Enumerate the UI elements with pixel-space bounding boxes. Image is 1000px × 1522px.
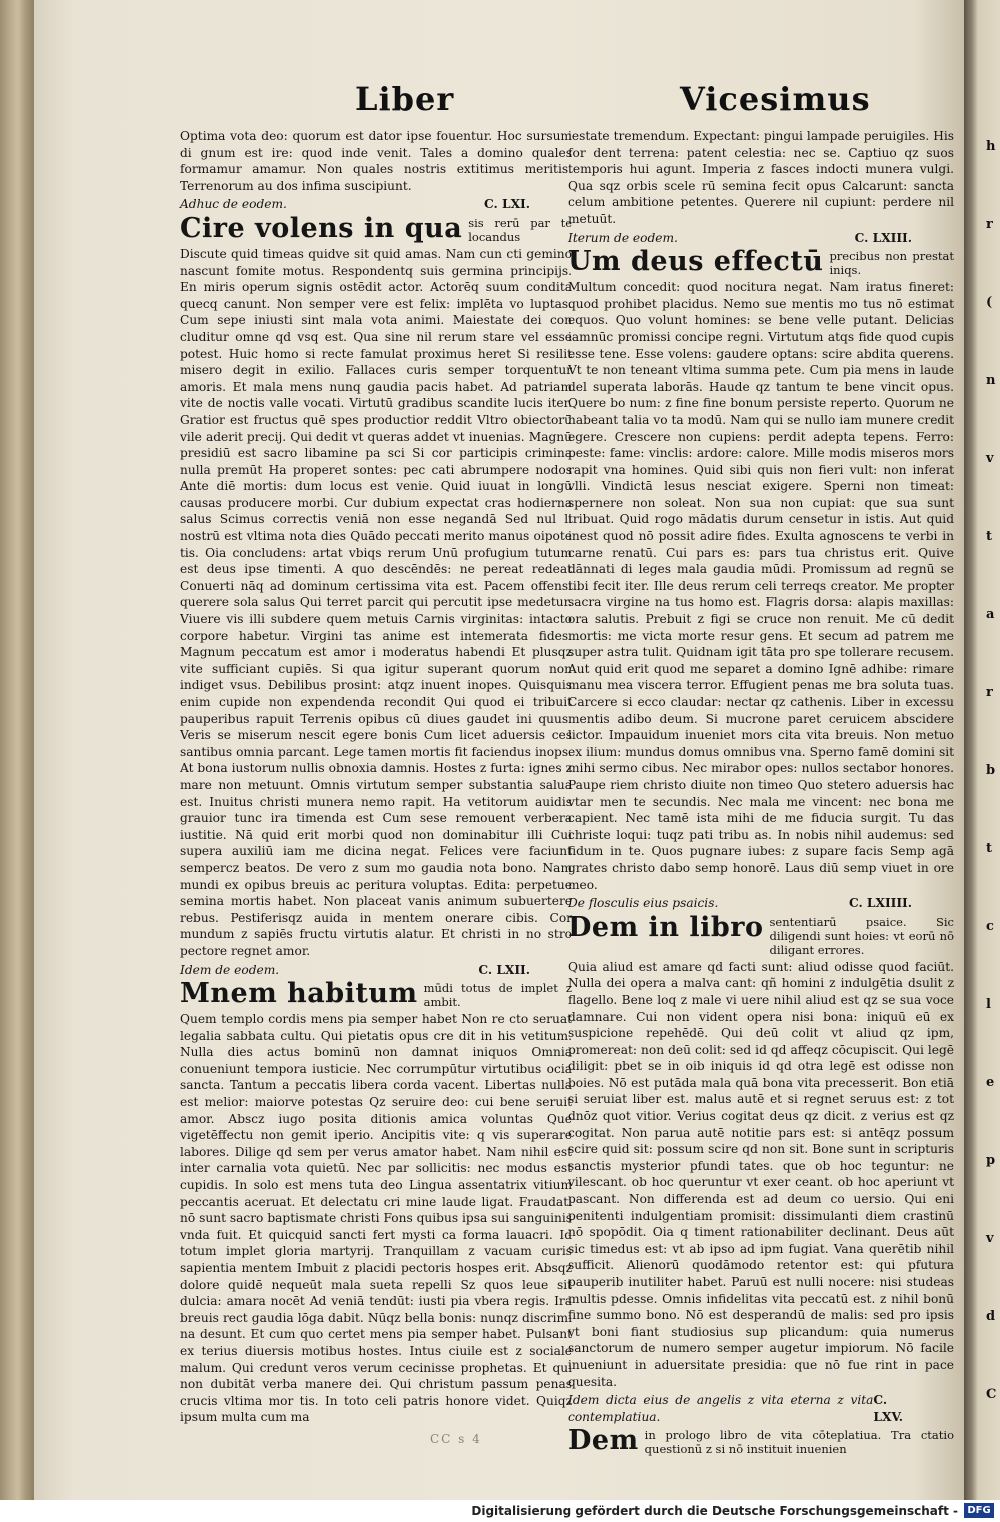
heading-continuation: precibus non prestat iniqs.	[829, 249, 954, 278]
section-heading	[568, 248, 954, 277]
heading-large: Um deus effectū	[568, 246, 824, 278]
funding-notice: Digitalisierung gefördert durch die Deutsche Forschungsgemeinschaft -	[471, 1504, 958, 1518]
rubric-text: Idem dicta eius de angelis z vita eterna z vita contemplatiua.	[568, 1393, 874, 1424]
section-heading	[568, 1427, 954, 1456]
chapter-rubric	[568, 1392, 954, 1425]
dfg-logo: DFG	[964, 1503, 994, 1518]
left-column	[180, 128, 572, 1426]
facing-page-fragment: d	[986, 1309, 996, 1324]
heading-large: Dem in libro	[568, 911, 764, 943]
facing-page-fragment: t	[986, 841, 993, 856]
chapter-rubric	[180, 196, 572, 213]
paragraph: Discute quid timeas quidve sit quid amas. Nam cun cti gemino nascunt fomite motus. Respondentq suis germina principijs. En miris operum signis ostēdit actor. Actorēq suum condita quecq canunt. Non semper vere est felix: implēta vo luptas. Cum sepe iniusti sint mala vota animi. Maiestate dei con cluditur omne qd vsq est. Qua sine nil rerum stare vel esse potest. Huic homo si recte famulat proximus heret Si resilit misero degit in exilio. Fallaces curis semper torquentur amoris. Et mala mens nunq gaudia pacis habet. Ad patriam vite de noctis valle vocati. Virtutū gradibus scandite lucis iter. Gratior est fructus quē spes productior reddit Vltro obiectorū vile aderit precij. Qui dedit vt queras addet vt inuenias. Magnū presidiū est sacro libamine pa sci Si cor participis crimina nulla premūt Ha properet sontes: pec cati abrumpere nodos Ante diē mortis: dum locus est venie. Quid iuuat in longū causas producere morbi. Cur dubium expectat cras hodierna salus Scimus correctis veniā non esse negandā Sed nul li nostrū est vltima nota dies Quādo peccati merito manus oipote tis. Oia concludens: artat vbiqs rerum Unū profugium tutum est deus ipse timenti. A quo descēndēs: ne pereat redeat Conuerti nāq ad dominum certissima vita est. Pacem offensi querere sola salus Qui terret parcit qui percutit ipse medetur. Viuere vis illi subdere quem metuis Carnis virginitas: intacto corpore habetur. Virgini tas anime est intemerata fides. Magnum peccatum est amor i moderatus habendi Et plusqz vite sufficiant cupiēs. Si qua igitur superant quorum non indiget vsus. Debilibus prosint: atqz inuent inopes. Quisquis enim cupide non expendenda recondit Qui quod ei tribuit pauperibus rapuit Terrenis opibus cū diues gaudet ini quus. Veris se miserum nescit egere bonis Cum licet aduersis ces santibus omnia parcant. Lege tamen mortis fit faciendus inops. At bona iustorum nullis obnoxia damnis. Hostes z furta: ignes z mare non metuunt. Omnis virtutum semper substantia salua est. Inuitus christi munera nemo rapit. Ha vetitorum auidis grauior tunc ira timenda est Cum sese remouent verbera iustitie. Nā quid erit morbi quod non dominabitur illi Cui supera auxiliū iam me dicina negat. Felices vere faciunt sempercz beatos. De vero z sum mo gaudia nota bono. Nam mundi ex opibus breuis ac peritura voluptas. Edita: perpetue semina mortis habet. Non placeat vanis animum subuertere rebus. Pestiferisqz auida in mentem onerare cibis. Cor mundum z sapiēs fructu virtutis alatur. Et christi in no stro pectore regnet amor.	[180, 246, 572, 958]
paragraph: Quem templo cordis mens pia semper habet Non re cto seruat legalia sabbata cultu. Qui pietatis opus cre dit in his vetitum. Nulla dies actus bominū non damnat iniquos Omnia conueniunt tempora iusticie. Nec corrumpūtur virtutibus ocia sancta. Tantum a peccatis libera corda vacent. Libertas nulla est melior: maiorve potestas Qz seruire deo: cui bene seruit amor. Abscz iugo posita ditionis amica voluntas Que vigetēffectu non gemit iperio. Ancipitis vite: q vis superare labores. Dilige qd sem per verus amator habet. Nam nihil est inter carnalia vota quietū. Nec par sollicitis: nec modus est cupidis. In solo est mens tuta deo Lingua assentatrix vitium peccantis aceruat. Et delectatu cri mine laude ligat. Fraudati nō sunt sacro baptismate christi Fons quibus ipsa sui sanguinis vnda fuit. Et quicquid sancti fert mysti ca forma lauacri. Id totum implet gloria martyrij. Tranquillam z vacuam curis sapientia mentem Imbuit z placidi pectoris hospes erit. Absqz dolore quidē nequeūt mala sueta repelli Sz quos leue sit dulcia: amara nocēt Ad veniā tendūt: iusti pia vbera regis. Ira breuis rect gaudia lōga dabit. Nūqz bella bonis: nunqz discrimi na desunt. Et cum quo certet mens pia semper habet. Pulsant ex terius diuersis motibus hostes. Intus ciuile est z sociale malum. Qui credunt veros verum cecinisse prophetas. Et qui non dubitāt verba manere dei. Qui christum passum penas crucis vltima mor tis. In toto celi patris honore videt. Quiqz ipsum multa cum ma	[180, 1012, 572, 1425]
paragraph: Optima vota deo: quorum est dator ipse fouentur. Hoc sursum di gnum est ire: quod inde venit. Tales a domino quales formamur amamur. Non quales nostris extitimus meritis. Terrenorum au dos infima suscipiunt.	[180, 129, 572, 193]
facing-page-fragment: r	[986, 217, 993, 232]
heading-continuation: mūdi totus de implet z ambit.	[423, 981, 572, 1010]
facing-page-fragment: (	[986, 295, 993, 310]
rubric-text: De flosculis eius psaicis.	[568, 896, 719, 911]
chapter-rubric	[180, 962, 572, 979]
rubric-text: Idem de eodem.	[180, 962, 280, 977]
facing-page-fragment: p	[986, 1153, 996, 1168]
heading-continuation: sis rerū par te locandus	[468, 215, 572, 244]
chapter-number: C. LXIIII.	[848, 896, 912, 911]
paragraph: Multum concedit: quod nocitura negat. Nam iratus fineret: quod prohibet placidus. Nemo sue mentis mo tus nō estimat equos. Quo volunt homines: se bene velle putant. Delicias iamnūc promissi concipe regni. Virtutum atqs fide quod cupis esse tene. Esse volens: gaudere optans: scire abdita querens. Vt te non teneant vltima summa pete. Cum pia mens in laude del superata laborās. Haude qz tantum te bene vincit opus. Quere bo num: z fine fine bonum persiste reperto. Quorum ne habeant talia vo ta modū. Nam qui se nullo iam munere credit egere. Crescere non cupiens: perdit adepta tepens. Ferro: peste: fame: vinclis: ardore: calore. Mille modis miseros mors rapit vna homines. Quid sibi quis non fieri vult: non inferat vlli. Vindictā lesus nesciat exigere. Sperni non timeat: spernere non soleat. Non sua non cupiat: que sua sunt tribuat. Quid rogo mādatis durum censetur in istis. Aut quid inest quod nō possit adire fides. Exulta agnoscens te verbi in carne renatū. Cui̇ pars es: pars tua christus erit. Quive dānnati di leges mala gaudia mūdi. Promissum ad regnū se tibi fecit iter. Ille deus rerum celi terreqs creator. Me propter sacra virgine na tus homo est. Flagris dorsa: alapis maxillas: ora salutis. Prebuit z figi se cruce non renuit. Me cū dedit mortis: me victa morte resur gens. Et secum ad patrem me super astra tulit. Quidnam igit tāta pro spe tollerare recusem. Aut quid erit quod me separet a domino Ignē adhibe: rimare manu mea viscera terror. Effugient penas me bra soluta tuas. Carcere si ecco claudar: nectar qz cathenis. Liber in excessu mentis adibo deum. Si mucrone paret ceruicem abscidere lictor. Impauidum inueniet mors cita vita breuis. Non metuo ex ilium: mundus domus omnibus vna. Sperno famē domini sit mihi sermo cibus. Nec mirabor opes: nullos sectabor honores. Paupe riem christo diuite non timeo Quo stetero aduersis hac vtar men te secundis. Nec mala me vincent: nec bona me capient. Nec tamē ista mihi de me fiducia surgit. Tu das christe loqui: tuqz pati tribu as. In nobis nihil audemus: sed fidum in te. Quos pugnare iubes: z supare facis Semp agā grates christo dabo semp honorē. Laus diū semp viuet in ore meo.	[568, 280, 954, 892]
heading-large: Cire volens in qua	[180, 212, 463, 244]
facing-page-fragment: v	[986, 451, 994, 466]
heading-large: Dem	[568, 1425, 639, 1457]
paragraph: iestate tremendum. Expectant: pingui lampade peruigiles. His for dent terrena: patent celestia: nec se. Captiuo qz suos temporis hui agunt. Imperia z fasces indocti munera vulgi. Qua sqz orbis scele rū semina fecit opus Calcarunt: sancta celum ambitione petentes. Querere nil cupiunt: perdere nil metuūt.	[568, 129, 954, 226]
chapter-rubric	[568, 895, 954, 912]
facing-page-fragment: c	[986, 919, 994, 934]
facing-page-fragment: t	[986, 529, 993, 544]
facing-page-fragment: n	[986, 373, 996, 388]
facing-page-fragment: e	[986, 1075, 995, 1090]
facing-page-fragment: a	[986, 607, 995, 622]
paragraph: Quia aliud est amare qd facti sunt: aliud odisse quod faciūt. Nulla dei opera a malva cant: qñ homini z indulgētia dsulit z flagello. Bene loq z male vi uere nihil aliud est qz se sua voce damnare. Cui̇ non vident opera nisi bona: iniquū eū ex suspicione repehēdē. Qui deū colit vt aliud qz ipm, promereat: non deū colit: sed id qd affeqz cōcupiscit. Qui legē diligit: pbet se in oib iniquis id qd otra legē est odisse non boies. Nō est putāda mala quā bona vita precesserit. Bon etiā si seruiat liber est. malus autē et si regnet seruus est: z tot dnōz quot vitior. Verius cogitat deus qz dicit. z verius est qz cogitat. Non parua autē notitie pars est: si antēqz possum scire quid sit: possum scire qd non sit. Bone sunt in scripturis sanctis mysterior pfundi tates. que ob hoc teguntur: ne vilescant. ob hoc queruntur vt exer ceant. ob hoc aperiunt vt pascant. Non differenda est ad deum co uersio. Qui eni penitenti indulgentiam promisit: dissimulanti diem crastinū nō spopōdit. Oia q timent rationabiliter declinant. Deus aūt sic timedus est: vt ab ipso ad ipm fugiat. Vana querētib nihil sufficit. Alienorū quodāmodo retentor est: qui pfutura pauperib inutiliter habet. Paruū est nulli nocere: nisi studeas multis pdesse. Omnis infidelitas vita peccatū est. z nihil bonū fine summo bono. Nō est desperandū de malis: sed pro ipsis vt boni fiant studiosius sup plicandum: quia numerus sanctorum de numero semper augetur impiorum. Nō facile inueniunt in aduersitate presidia: que nō fue rint in pace quesita.	[568, 959, 954, 1389]
heading-continuation: sententiarū psaice. Sic diligendi sunt hoies: vt eorū nō diligant errores.	[769, 914, 954, 957]
section-heading	[568, 911, 954, 957]
page-edge-stack	[0, 0, 34, 1500]
chapter-number: C. LXV.	[873, 1393, 904, 1424]
chapter-number: C. LXI.	[484, 197, 530, 212]
facing-page-fragment: v	[986, 1231, 994, 1246]
heading-large: Mnem habitum	[180, 978, 418, 1010]
facing-page-fragment: b	[986, 763, 996, 778]
facing-page-fragment: r	[986, 685, 993, 700]
footer-bar	[0, 1500, 1000, 1522]
running-head-left: Liber	[355, 80, 455, 118]
running-head-right: Vicesimus	[680, 80, 871, 118]
facing-page-fragment: h	[986, 139, 996, 154]
right-column	[568, 128, 954, 1458]
rubric-text: Adhuc de eodem.	[180, 197, 287, 212]
rubric-text: Iterum de eodem.	[568, 230, 678, 245]
facing-page-fragment: l	[986, 997, 991, 1012]
chapter-number: C. LXIII.	[854, 230, 912, 245]
chapter-rubric	[568, 230, 954, 247]
section-heading	[180, 212, 572, 244]
chapter-number: C. LXII.	[478, 962, 530, 977]
heading-continuation: in prologo libro de vita cōteplatiua. Tra ctatio questionū z si nō instituit inuenien	[644, 1428, 954, 1457]
signature-mark: CC s 4	[430, 1432, 482, 1446]
facing-page-edge	[964, 0, 1000, 1500]
section-heading	[180, 980, 572, 1009]
facing-page-fragment: C	[986, 1387, 997, 1402]
